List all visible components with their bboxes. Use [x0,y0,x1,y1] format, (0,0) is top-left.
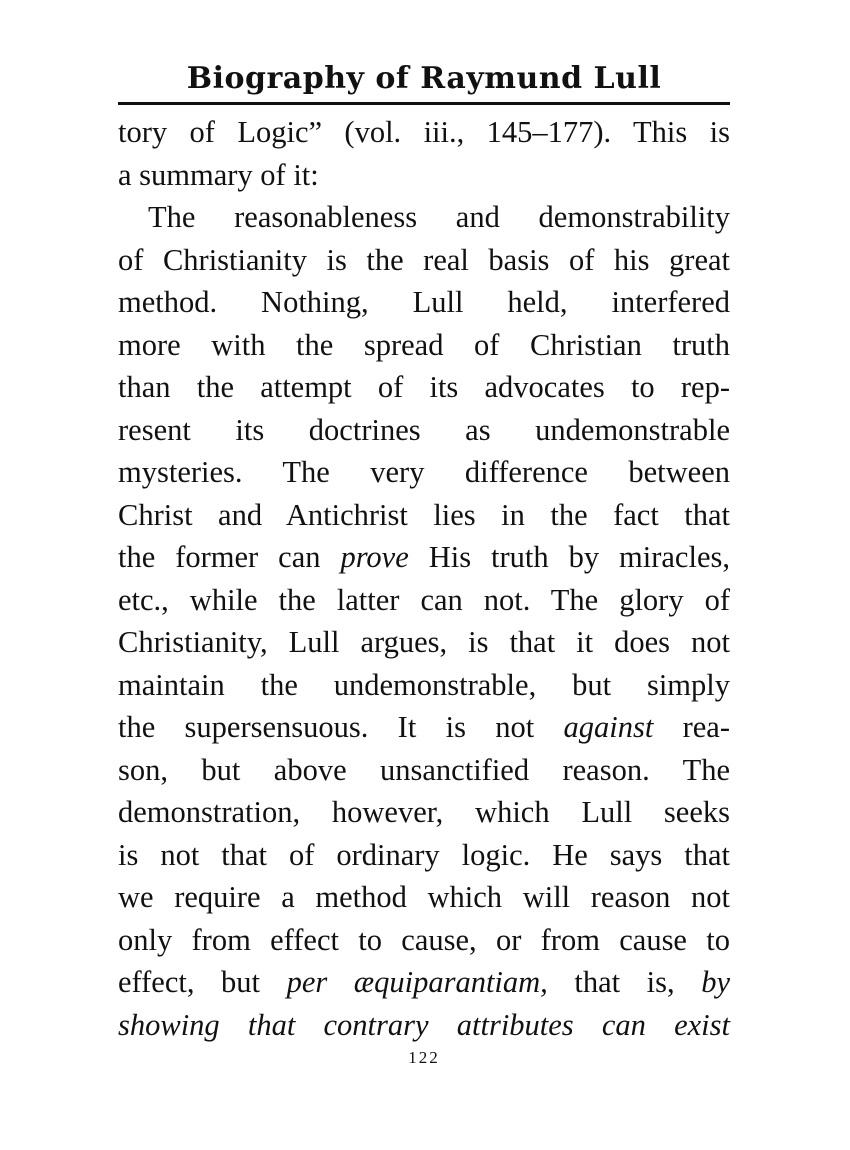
italic-text: by [701,965,730,999]
text-run: is not that of ordinary logic. He says that [118,837,730,872]
text-line [118,536,730,579]
text-run: His truth by miracles, [408,540,730,574]
text-line [118,281,730,324]
text-run: tory of Logic” (vol. iii., 145–177). This is [118,115,730,149]
text-line [118,919,730,962]
text-run: rea- [653,710,731,744]
text-line [118,1004,730,1047]
text-run: resent its doctrines as undemonstrable [118,412,730,447]
text-line [118,366,730,409]
text-line [118,451,730,494]
text-line [118,154,730,197]
header-rule [118,102,730,105]
text-line [118,876,730,919]
italic-text: against [563,710,654,744]
text-line [118,961,730,1004]
text-line [118,324,730,367]
text-run: The reasonableness and demonstrability [148,200,730,234]
text-run: that is, [547,965,702,999]
text-run: of Christianity is the real basis of his great [118,242,730,277]
text-line [118,664,730,707]
text-line [118,579,730,622]
text-run: a summary of it: [118,157,319,192]
text-run: Christianity, Lull argues, is that it does not [118,625,730,659]
text-line [118,791,730,834]
text-run: mysteries. The very difference between [118,455,730,489]
text-line [118,239,730,282]
text-line [118,834,730,877]
book-page [118,58,730,1068]
italic-text: per æquiparantiam, [286,965,548,999]
italic-text: prove [340,540,409,574]
page-number: 122 [408,1048,440,1067]
text-run: demonstration, however, which Lull seeks [118,795,730,829]
text-line [118,706,730,749]
text-run: more with the spread of Christian truth [118,327,730,362]
text-run: maintain the undemonstrable, but simply [118,667,730,702]
text-line [118,494,730,537]
text-run: we require a method which will reason not [118,880,730,914]
text-line [118,621,730,664]
text-run: method. Nothing, Lull held, interfered [118,285,730,319]
text-run: son, but above unsanctified reason. The [118,752,730,787]
text-run: Christ and Antichrist lies in the fact that [118,497,730,532]
text-line [118,111,730,154]
text-run: than the attempt of its advocates to rep- [118,370,730,404]
italic-text: showing that contrary attributes can exist [118,1007,730,1042]
text-line [118,196,730,239]
text-line [118,409,730,452]
text-run: only from effect to cause, or from cause to [118,922,730,957]
running-head: Biography of Raymund Lull [186,61,662,96]
text-line [118,749,730,792]
body-text [118,111,730,1046]
text-run: the former can [118,540,341,574]
text-run: effect, but [118,965,287,999]
text-run: etc., while the latter can not. The glory of [118,582,730,617]
text-run: the supersensuous. It is not [118,710,564,744]
